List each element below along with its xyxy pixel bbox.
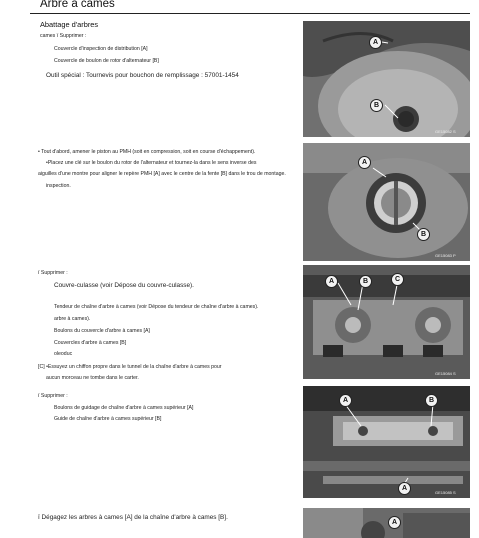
section2-line3: aiguilles d'une montre pour aligner le repère PMH [A] avec le centre de la fente [B] dans le trou de montage. xyxy=(38,171,286,177)
section1-tool: Outil spécial : Tournevis pour bouchon de remplissage : 57001-1454 xyxy=(46,72,239,79)
section3-item2b: arbre à cames). xyxy=(54,316,91,322)
section1-item-1: Couvercle d'inspection de distribution [A] xyxy=(54,46,148,52)
photo-camshaft-caps xyxy=(303,265,470,379)
photo-tdc-mark-art xyxy=(303,143,470,261)
section3-note2: aucun morceau ne tombe dans le carter. xyxy=(46,375,139,381)
photo3-label-c: C xyxy=(391,273,404,286)
photo-camshaft-chain xyxy=(303,508,470,538)
section2-line4: inspection. xyxy=(46,183,71,189)
photo4-label-a1: A xyxy=(339,394,352,407)
section4-intro: ï Supprimer : xyxy=(38,393,68,399)
section3-item2: Tendeur de chaîne d'arbre à cames (voir Dépose du tendeur de chaîne d'arbre à cames). xyxy=(54,304,259,310)
photo-inspection-cover-art xyxy=(303,21,470,137)
photo-inspection-cover xyxy=(303,21,470,137)
section3-note1: [C] •Essuyez un chiffon propre dans le tunnel de la chaîne d'arbre à cames pour xyxy=(38,364,222,370)
section3-item1: Couvre-culasse (voir Dépose du couvre-culasse). xyxy=(54,282,194,289)
section1-intro: cames ï Supprimer : xyxy=(40,33,87,39)
photo4-label-b: B xyxy=(425,394,438,407)
section4-item2: Guide de chaîne d'arbre à cames supérieur [B] xyxy=(54,416,162,422)
section1-item-2: Couvercle de boulon de rotor d'alternateur [B] xyxy=(54,58,159,64)
photo-camshaft-chain-art xyxy=(303,508,470,538)
photo1-label-b: B xyxy=(370,99,383,112)
photo3-label-b: B xyxy=(359,275,372,288)
section3-item3: Boulons du couvercle d'arbre à cames [A] xyxy=(54,328,150,334)
photo-tdc-mark xyxy=(303,143,470,261)
section3-intro: ï Supprimer : xyxy=(38,270,68,276)
page-title: Arbre à cames xyxy=(40,0,115,10)
section3-item4: Couvercles d'arbre à cames [B] xyxy=(54,340,127,346)
photo-chain-guide-art xyxy=(303,386,470,498)
photo4-code: GE15085 S xyxy=(435,490,456,495)
photo-chain-guide xyxy=(303,386,470,498)
section1-heading: Abattage d'arbres xyxy=(40,20,99,29)
photo3-code: GE15084 S xyxy=(435,371,456,376)
photo1-label-a: A xyxy=(369,36,382,49)
photo3-label-a: A xyxy=(325,275,338,288)
photo2-label-a: A xyxy=(358,156,371,169)
section3-item5: oleoduc xyxy=(54,351,73,357)
section5-text: ï Dégagez les arbres à cames [A] de la chaîne d'arbre à cames [B]. xyxy=(38,514,228,521)
photo5-label-a: A xyxy=(388,516,401,529)
photo1-code: GE15082 S xyxy=(435,129,456,134)
photo2-label-b: B xyxy=(417,228,430,241)
section2-line2: •Placez une clé sur le boulon du rotor de l'alternateur et tournez-la dans le sens inverse des xyxy=(46,160,257,166)
photo4-label-a2: A xyxy=(398,482,411,495)
section2-line1: • Tout d'abord, amener le piston au PMH (soit en compression, soit en course d'échappement). xyxy=(38,149,256,155)
section4-item1: Boulons de guidage de chaîne d'arbre à cames supérieur [A] xyxy=(54,405,194,411)
photo2-code: GE15083 P xyxy=(435,253,456,258)
